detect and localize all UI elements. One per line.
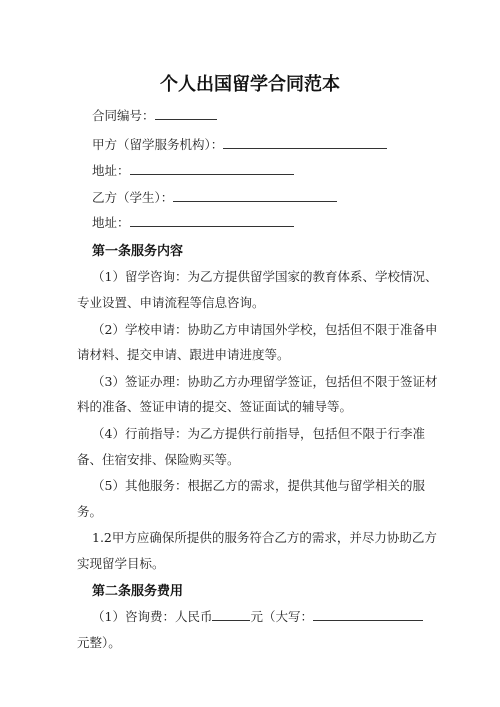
fee-prefix: （1）咨询费：人民币 [92, 609, 213, 624]
section2-heading: 第二条服务费用 [92, 584, 184, 599]
party-a-label: 甲方（留学服务机构）： [92, 137, 224, 152]
address-a-field [92, 161, 294, 179]
address-a-blank [130, 162, 294, 175]
party-b-blank [173, 189, 337, 202]
s1-p1-line2: 专业设置、申请流程等信息咨询。 [77, 295, 265, 310]
party-a-blank [223, 136, 387, 149]
s1-p3-line1: （3）签证办理：协助乙方办理留学签证，包括但不限于签证材 [92, 374, 438, 389]
s1-p5-line2: 务。 [77, 504, 103, 519]
section1-heading: 第一条服务内容 [92, 244, 184, 259]
s1-p5-line1: （5）其他服务：根据乙方的需求，提供其他与留学相关的服 [92, 478, 425, 493]
s1-p3-line2: 料的准备、签证申请的提交、签证面试的辅导等。 [77, 399, 353, 414]
s1-p2-line1: （2）学校申请：协助乙方申请国外学校，包括但不限于准备申 [92, 322, 438, 337]
s1-clause12-line2: 实现留学目标。 [77, 556, 165, 571]
s1-clause12-line1: 1.2甲方应确保所提供的服务符合乙方的需求，并尽力协助乙方 [92, 530, 437, 545]
page-title: 个人出国留学合同范本 [160, 74, 340, 95]
contract-no-field [92, 106, 217, 124]
contract-no-label: 合同编号： [92, 108, 155, 123]
s1-p2-line2: 请材料、提交申请、跟进申请进度等。 [77, 347, 290, 362]
fee-amount-blank [212, 608, 250, 621]
s1-p4-line1: （4）行前指导：为乙方提供行前指导，包括但不限于行李准 [92, 426, 425, 441]
s1-p1-line1: （1）留学咨询：为乙方提供留学国家的教育体系、学校情况、 [92, 269, 438, 284]
party-b-field [92, 188, 337, 206]
fee-uppercase-blank [313, 608, 423, 621]
fee-line1 [92, 607, 423, 625]
party-b-label: 乙方（学生）： [92, 190, 174, 205]
fee-mid: 元（大写： [250, 609, 313, 624]
address-b-blank [130, 214, 294, 227]
address-a-label: 地址： [92, 163, 130, 178]
fee-line2: 元整）。 [77, 635, 121, 650]
s1-p4-line2: 备、住宿安排、保险购买等。 [77, 452, 240, 467]
address-b-field [92, 213, 294, 231]
address-b-label: 地址： [92, 215, 130, 230]
contract-no-blank [155, 107, 217, 120]
party-a-field [92, 135, 387, 153]
